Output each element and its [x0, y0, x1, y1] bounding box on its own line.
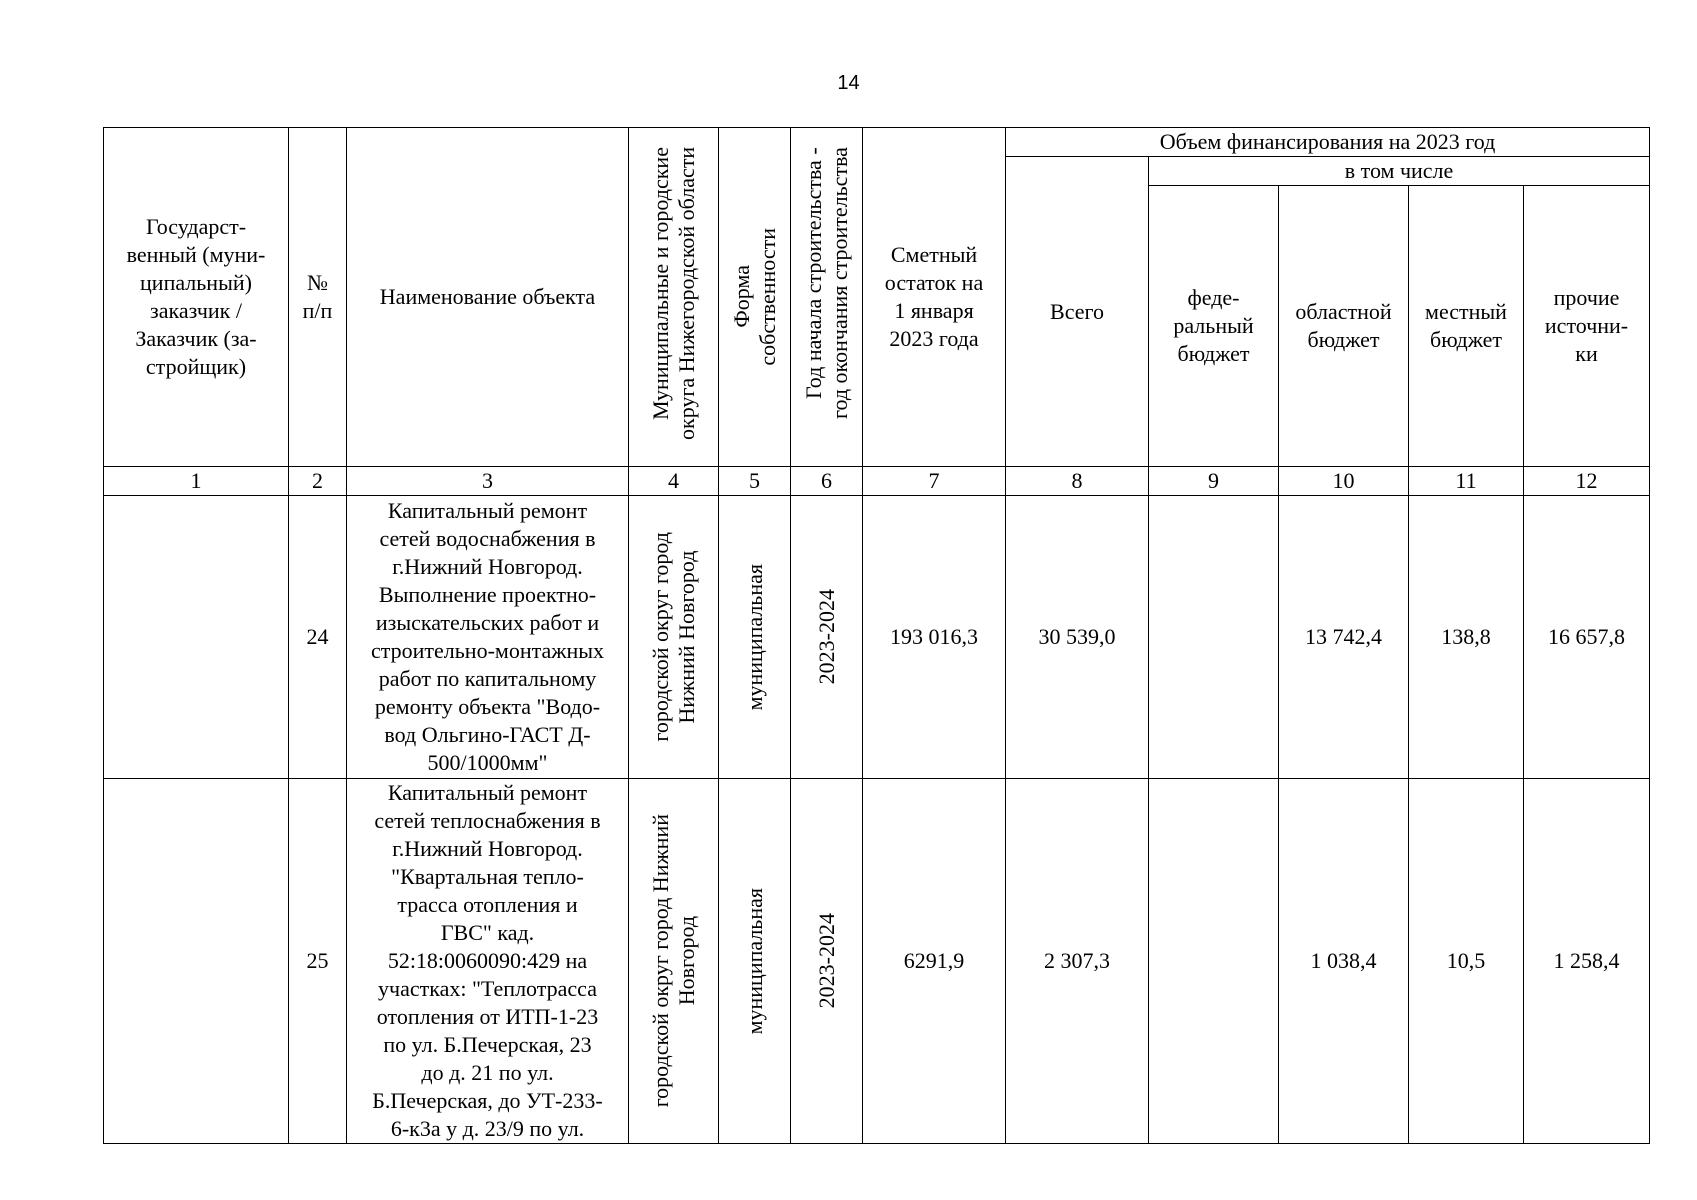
table-row — [104, 779, 1650, 1144]
cell-other: 1 258,4 — [1524, 779, 1650, 1144]
column-number: 8 — [1006, 467, 1149, 496]
column-number: 10 — [1279, 467, 1409, 496]
cell-object-name: Капитальный ремонт сетей теплоснабжения в г.Нижний Новгород. "Квартальная тепло- трасса отопления и ГВС" кад. 52:18:0060090:429 на участках: "Теплотрасса отопления от ИТП-1-23 по ул. Б.Печерская, 23 до д. 21 по ул. Б.Печерская, до УТ-233- 6-к3а у д. 23/9 по ул. — [347, 779, 629, 1144]
cell-municipality: городской округ город Нижний Новгород — [629, 496, 719, 779]
cell-municipality: городской округ город Нижний Новгород — [629, 779, 719, 1144]
table-row — [104, 496, 1650, 779]
column-number: 3 — [347, 467, 629, 496]
cell-object-name: Капитальный ремонт сетей водоснабжения в г.Нижний Новгород. Выполнение проектно- изыскательских работ и строительно-монтажных работ по капитальному ремонту объекта "Водо- вод Ольгино-ГАСТ Д- 500/1000мм" — [347, 496, 629, 779]
cell-total: 30 539,0 — [1006, 496, 1149, 779]
column-number: 7 — [863, 467, 1006, 496]
header-municipality: Муниципальные и городские округа Нижегородской области — [629, 128, 719, 467]
column-number-row — [104, 467, 1650, 496]
header-number: № п/п — [289, 128, 347, 467]
cell-years: 2023-2024 — [791, 779, 863, 1144]
cell-local: 138,8 — [1409, 496, 1524, 779]
cell-regional: 1 038,4 — [1279, 779, 1409, 1144]
column-number: 11 — [1409, 467, 1524, 496]
header-total: Всего — [1006, 157, 1149, 467]
cell-ownership: муниципальная — [719, 496, 791, 779]
header-estimate: Сметный остаток на 1 января 2023 года — [863, 128, 1006, 467]
cell-number: 25 — [289, 779, 347, 1144]
column-number: 1 — [104, 467, 289, 496]
cell-estimate: 6291,9 — [863, 779, 1006, 1144]
header-ownership: Форма собственности — [719, 128, 791, 467]
funding-table — [103, 127, 1650, 1144]
cell-total: 2 307,3 — [1006, 779, 1149, 1144]
column-number: 5 — [719, 467, 791, 496]
header-customer: Государст- венный (муни- ципальный) заказчик / Заказчик (за- стройщик) — [104, 128, 289, 467]
cell-federal — [1149, 779, 1279, 1144]
header-federal: феде- ральный бюджет — [1149, 186, 1279, 467]
column-number: 12 — [1524, 467, 1650, 496]
header-years: Год начала строительства - год окончания строительства — [791, 128, 863, 467]
cell-customer — [104, 496, 289, 779]
cell-number: 24 — [289, 496, 347, 779]
cell-regional: 13 742,4 — [1279, 496, 1409, 779]
header-local: местный бюджет — [1409, 186, 1524, 467]
column-number: 2 — [289, 467, 347, 496]
cell-local: 10,5 — [1409, 779, 1524, 1144]
header-including: в том числе — [1149, 157, 1650, 186]
cell-federal — [1149, 496, 1279, 779]
header-row-top — [104, 128, 1650, 157]
column-number: 4 — [629, 467, 719, 496]
cell-years: 2023-2024 — [791, 496, 863, 779]
page-number: 14 — [837, 72, 860, 94]
cell-other: 16 657,8 — [1524, 496, 1650, 779]
header-regional: областной бюджет — [1279, 186, 1409, 467]
column-number: 6 — [791, 467, 863, 496]
header-object-name: Наименование объекта — [347, 128, 629, 467]
cell-estimate: 193 016,3 — [863, 496, 1006, 779]
column-number: 9 — [1149, 467, 1279, 496]
cell-ownership: муниципальная — [719, 779, 791, 1144]
header-other: прочие источни- ки — [1524, 186, 1650, 467]
cell-customer — [104, 779, 289, 1144]
header-funding-group: Объем финансирования на 2023 год — [1006, 128, 1650, 157]
